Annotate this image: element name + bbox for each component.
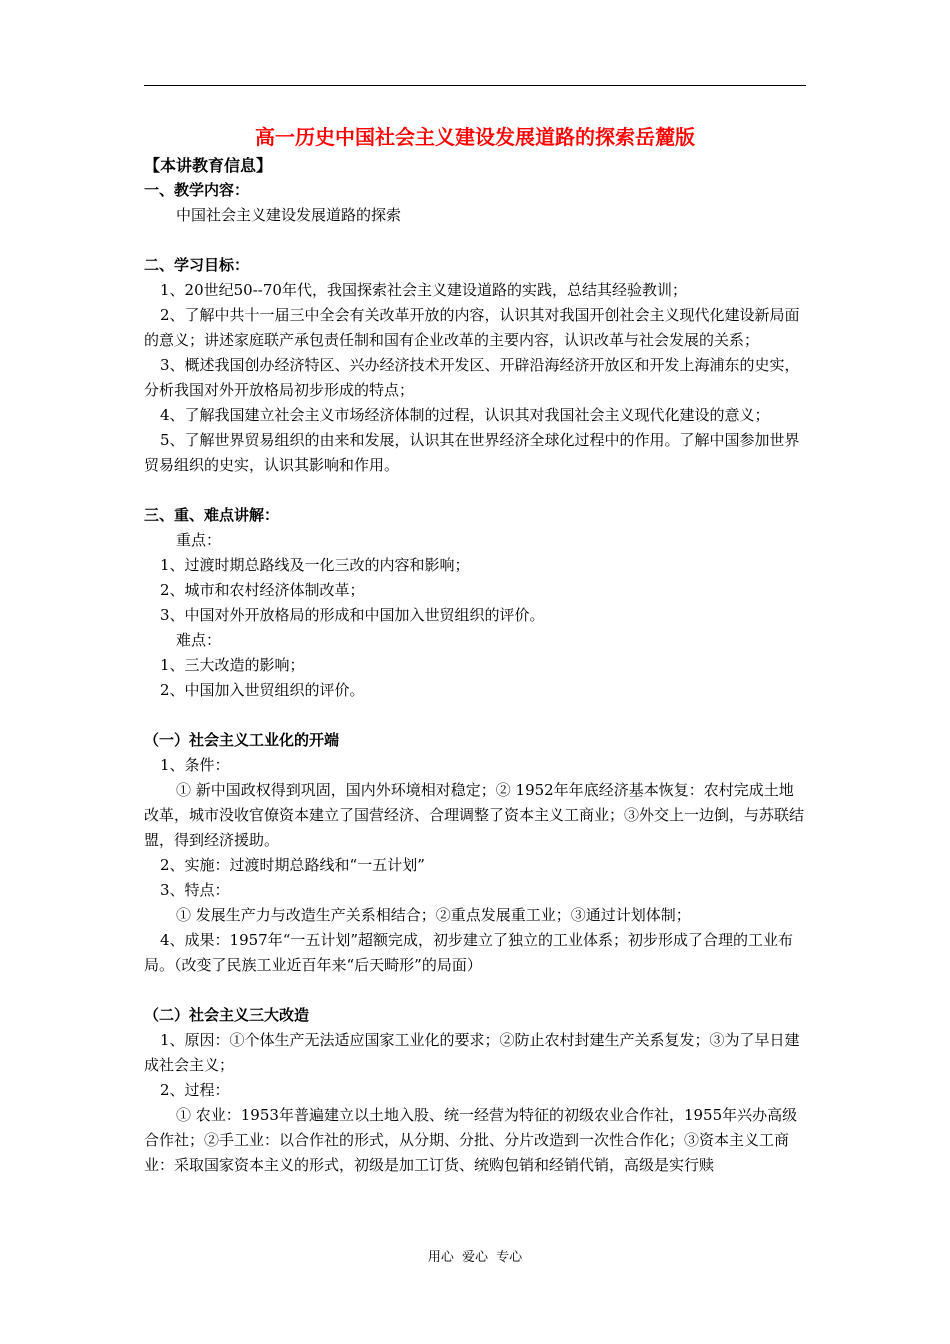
part-2-reasons: 1、原因：①个体生产无法适应国家工业化的要求；②防止农村封建生产关系复发；③为了早日建成社会主义；: [144, 1031, 800, 1074]
section-1-heading: 一、教学内容：: [144, 181, 250, 199]
spacer: [144, 703, 806, 728]
section-1-content: 中国社会主义建设发展道路的探索: [176, 206, 402, 224]
key-point-item: 1、过渡时期总路线及一化三改的内容和影响；: [160, 556, 470, 574]
spacer: [144, 478, 806, 503]
page-footer: 用心 爱心 专心: [427, 1250, 523, 1265]
part-1-heading: （一）社会主义工业化的开端: [144, 731, 340, 749]
part-1-features-label: 3、特点：: [160, 881, 230, 899]
page-title: 高一历史中国社会主义建设发展道路的探索岳麓版: [255, 125, 695, 149]
spacer: [144, 978, 806, 1003]
goal-item: 3、概述我国创办经济特区、兴办经济技术开发区、开辟沿海经济开放区和开发上海浦东的史实，分析我国对外开放格局初步形成的特点；: [144, 356, 800, 399]
part-1-features-text: ① 发展生产力与改造生产关系相结合；②重点发展重工业；③通过计划体制；: [176, 906, 691, 924]
goal-item: 2、了解中共十一届三中全会有关改革开放的内容，认识其对我国开创社会主义现代化建设新局面的意义；讲述家庭联产承包责任制和国有企业改革的主要内容，认识改革与社会发展的关系；: [144, 306, 800, 349]
part-1-condition-label: 1、条件：: [160, 756, 230, 774]
spacer: [144, 228, 806, 253]
goal-item: 5、了解世界贸易组织的由来和发展，认识其在世界经济全球化过程中的作用。了解中国参加世界贸易组织的史实，认识其影响和作用。: [144, 431, 800, 474]
part-2-process-label: 2、过程：: [160, 1081, 230, 1099]
part-1-implementation: 2、实施：过渡时期总路线和“一五计划”: [160, 856, 425, 874]
document-body: [144, 120, 806, 1178]
key-point-item: 2、城市和农村经济体制改革；: [160, 581, 365, 599]
part-2-heading: （二）社会主义三大改造: [144, 1006, 310, 1024]
info-header: 【本讲教育信息】: [144, 156, 273, 175]
section-2-heading: 二、学习目标：: [144, 256, 250, 274]
part-1-results: 4、成果：1957年“一五计划”超额完成，初步建立了独立的工业体系；初步形成了合理的工业布局。（改变了民族工业近百年来“后天畸形”的局面）: [144, 931, 794, 974]
part-2-process-text: ① 农业：1953年普遍建立以土地入股、统一经营为特征的初级农业合作社，1955年兴办高级合作社；②手工业：以合作社的形式，从分期、分批、分片改造到一次性合作化；③资本主义工商业：采取国家资本主义的形式，初级是加工订货、统购包销和经销代销，高级是实行赎: [144, 1106, 798, 1174]
section-3-heading: 三、重、难点讲解：: [144, 506, 280, 524]
key-points-label: 重点：: [176, 531, 222, 549]
part-1-condition-text: ① 新中国政权得到巩固，国内外环境相对稳定；② 1952年年底经济基本恢复：农村完成土地改革，城市没收官僚资本建立了国营经济、合理调整了资本主义工商业；③外交上一边倒，与苏联结盟，得到经济援助。: [144, 781, 805, 849]
difficult-points-label: 难点：: [176, 631, 222, 649]
difficult-point-item: 1、三大改造的影响；: [160, 656, 305, 674]
header-rule: [144, 85, 806, 86]
difficult-point-item: 2、中国加入世贸组织的评价。: [160, 681, 365, 699]
key-point-item: 3、中国对外开放格局的形成和中国加入世贸组织的评价。: [160, 606, 545, 624]
goal-item: 1、20世纪50--70年代，我国探索社会主义建设道路的实践，总结其经验教训；: [160, 281, 687, 299]
goal-item: 4、了解我国建立社会主义市场经济体制的过程，认识其对我国社会主义现代化建设的意义；: [160, 406, 770, 424]
